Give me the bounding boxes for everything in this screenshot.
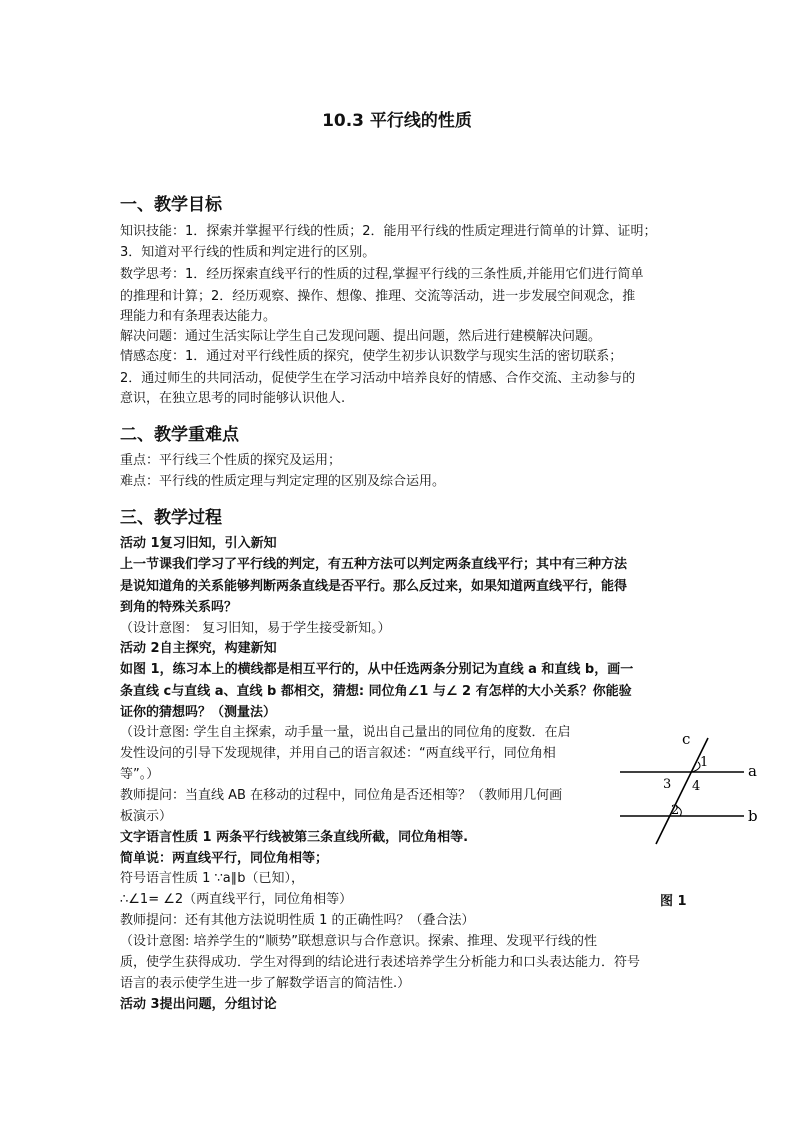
angle-1-label: 1 [700,755,709,770]
text-line: 解决问题：通过生活实际让学生自己发现问题、提出问题，然后进行建模解决问题。 [120,329,602,344]
label-b: b [748,807,758,825]
text-line: 到角的特殊关系吗？ [120,600,238,615]
text-line: 上一节课我们学习了平行线的判定，有五种方法可以判定两条直线平行；其中有三种方法 [120,557,628,572]
section-heading-process: 三、教学过程 [120,508,222,528]
label-c: c [682,730,691,748]
symbolic-line: 符号语言性质 1 ∵a∥b（已知）， [120,871,305,886]
section-heading-objectives: 一、教学目标 [120,195,222,215]
angle-3-label: 3 [663,777,672,792]
text-line: 情感态度：1．通过对平行线性质的探究，使学生初步认识数学与现实生活的密切联系； [120,349,623,364]
text-line: 教师提问：当直线 AB 在移动的过程中，同位角是否还相等？（教师用几何画 [120,788,563,803]
text-line: 是说知道角的关系能够判断两条直线是否平行。那么反过来，如果知道两直线平行，能得 [120,579,628,594]
activity-heading: 活动 1复习旧知，引入新知 [120,536,277,551]
text-line: 语言的表示使学生进一步了解数学语言的简洁性.） [120,976,411,991]
text-line: 等”。） [120,767,160,782]
text-line: 板演示） [120,809,173,824]
text-line: 质，使学生获得成功．学生对得到的结论进行表述培养学生分析能力和口头表达能力．符号 [120,955,641,970]
text-line: 3．知道对平行线的性质和判定进行的区别。 [120,245,376,260]
angle-2-label: 2 [671,803,680,818]
section-heading-key-points: 二、教学重难点 [120,425,239,445]
parallel-lines-figure [616,728,766,848]
text-line: （设计意图: 培养学生的“顺势”联想意识与合作意识。探索、推理、发现平行线的性 [120,934,597,949]
symbolic-line: ∴∠1= ∠2（两直线平行，同位角相等） [120,892,353,907]
text-line: 教师提问：还有其他方法说明性质 1 的正确性吗？（叠合法） [120,913,475,928]
text-line: 发性设问的引导下发现规律，并用自己的语言叙述：“两直线平行，同位角相 [120,746,556,761]
property-statement: 文字语言性质 1 两条平行线被第三条直线所截，同位角相等. [120,830,469,845]
activity-heading: 活动 3提出问题，分组讨论 [120,997,277,1012]
label-a: a [748,762,757,780]
text-line: （设计意图: 学生自主探索，动手量一量，说出自己量出的同位角的度数．在启 [120,725,571,740]
angle-4-label: 4 [692,779,701,794]
text-line: 条直线 c与直线 a、直线 b 都相交，猜想: 同位角∠1 与∠ 2 有怎样的大小关系？你能验 [120,684,632,699]
text-line: （设计意图： 复习旧知，易于学生接受新知。） [120,621,391,636]
parallel-lines-diagram [616,728,766,848]
text-line: 知识技能：1．探索并掌握平行线的性质；2．能用平行线的性质定理进行简单的计算、证明； [120,224,657,239]
text-line: 数学思考：1．经历探索直线平行的性质的过程,掌握平行线的三条性质,并能用它们进行简单 [120,267,644,282]
text-line: 如图 1，练习本上的横线都是相互平行的，从中任选两条分别记为直线 a 和直线 b，画一 [120,662,634,677]
property-summary: 简单说：两直线平行，同位角相等； [120,851,329,866]
text-line: 意识，在独立思考的同时能够认识他人. [120,391,346,406]
text-line: 难点：平行线的性质定理与判定定理的区别及综合运用。 [120,474,446,489]
text-line: 2．通过师生的共同活动，促使学生在学习活动中培养良好的情感、合作交流、主动参与的 [120,371,636,386]
text-line: 证你的猜想吗？（测量法） [120,705,277,720]
activity-heading: 活动 2自主探究，构建新知 [120,641,277,656]
text-line: 重点：平行线三个性质的探究及运用； [120,453,342,468]
figure-caption: 图 1 [660,894,687,909]
text-line: 的推理和计算；2．经历观察、操作、想像、推理、交流等活动，进一步发展空间观念，推 [120,289,636,304]
text-line: 理能力和有条理表达能力。 [120,309,277,324]
document-title: 10.3 平行线的性质 [322,111,472,131]
